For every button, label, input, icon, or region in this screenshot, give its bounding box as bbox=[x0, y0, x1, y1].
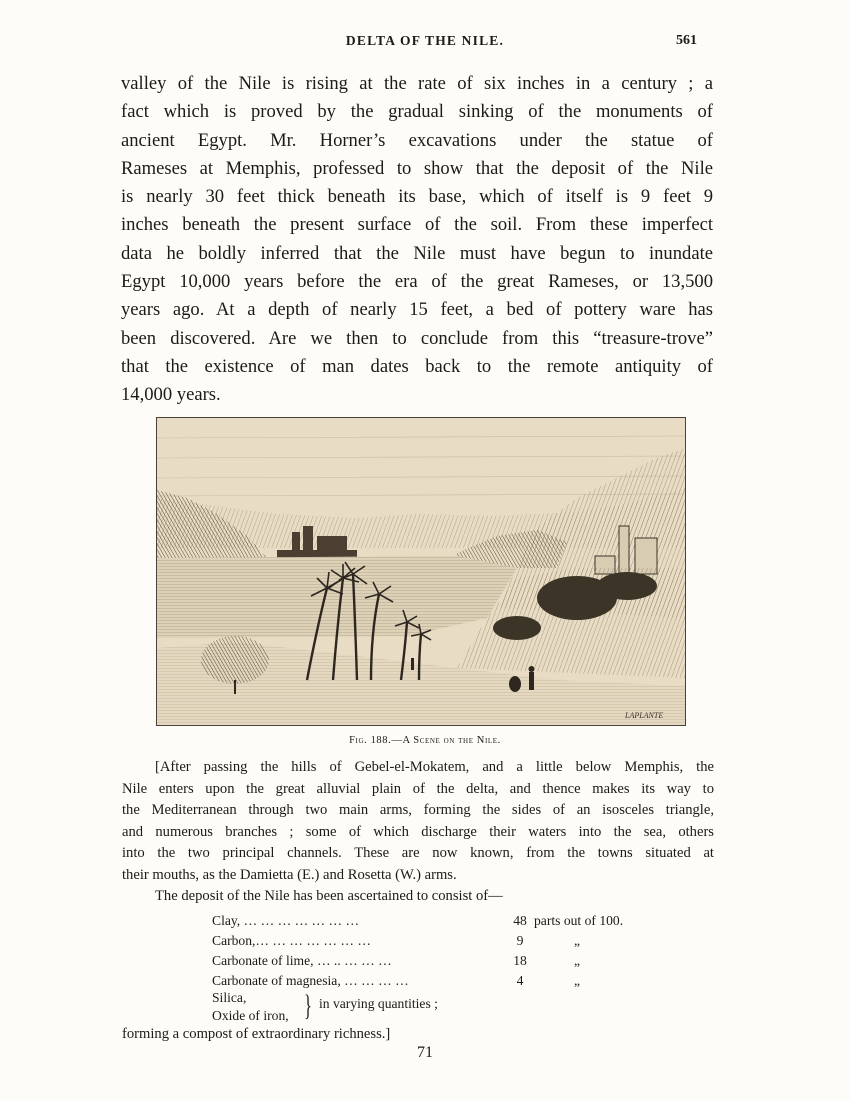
signature-folio: 71 bbox=[417, 1044, 433, 1061]
body-line: that the existence of man dates back to the remote antiquity of bbox=[121, 355, 713, 377]
note-line: their mouths, as the Damietta (E.) and Rosetta (W.) arms. bbox=[122, 866, 457, 883]
component-name: Carbonate of magnesia, … … … … bbox=[212, 973, 409, 988]
closing-line: forming a compost of extraordinary richness.] bbox=[122, 1026, 391, 1042]
note-line: Nile enters upon the great alluvial plain of the delta, and thence makes its way to bbox=[122, 780, 714, 797]
note-line: into the two principal channels. These are now known, from the towns situated at bbox=[122, 845, 714, 861]
note-line: the Mediterranean through two main arms, forming the sides of an isosceles triangle, bbox=[122, 802, 714, 818]
brace: } bbox=[304, 989, 312, 1022]
engraving-illustration bbox=[157, 418, 685, 725]
varying-quantities-text: in varying quantities ; bbox=[319, 996, 438, 1011]
body-line: years ago. At a depth of nearly 15 feet, a bed of pottery ware has bbox=[121, 299, 713, 321]
component-value: 48 bbox=[513, 913, 527, 928]
ditto-mark: „ bbox=[574, 953, 581, 968]
nile-engraving bbox=[156, 417, 686, 726]
component-silica: Silica, bbox=[212, 990, 247, 1005]
component-oxide-of-iron: Oxide of iron, bbox=[212, 1008, 289, 1023]
varying-components bbox=[212, 990, 572, 1030]
ditto-mark: „ bbox=[574, 933, 581, 948]
body-line: Rameses at Memphis, professed to show that the deposit of the Nile bbox=[121, 157, 713, 179]
body-line: valley of the Nile is rising at the rate of six inches in a century ; a bbox=[121, 73, 713, 94]
component-value: 18 bbox=[513, 953, 527, 968]
note-line: and numerous branches ; some of which discharge their waters into the sea, others bbox=[122, 823, 714, 840]
running-title: DELTA OF THE NILE. bbox=[345, 33, 505, 48]
body-line: fact which is proved by the gradual sinking of the monuments of bbox=[121, 101, 713, 123]
body-line: been discovered. Are we then to conclude from this “treasure-trove” bbox=[121, 327, 713, 349]
body-line: is nearly 30 feet thick beneath its base, which of itself is 9 feet 9 bbox=[121, 186, 713, 208]
body-line: Egypt 10,000 years before the era of the great Rameses, or 13,500 bbox=[121, 271, 713, 293]
body-line: data he boldly inferred that the Nile must have begun to inundate bbox=[121, 242, 713, 264]
editorial-note bbox=[122, 757, 714, 908]
body-line: ancient Egypt. Mr. Horner’s excavations under the statue of bbox=[121, 129, 713, 151]
component-value: 4 bbox=[516, 973, 524, 988]
deposit-intro: The deposit of the Nile has been ascertained to consist of— bbox=[155, 888, 503, 904]
component-name: Carbonate of lime, … .. … … … bbox=[212, 953, 392, 968]
note-line: [After passing the hills of Gebel-el-Mokatem, and a little below Memphis, the bbox=[155, 759, 714, 775]
page-number: 561 bbox=[676, 33, 697, 48]
component-name: Clay, … … … … … … … bbox=[212, 913, 360, 928]
figure-caption: Fig. 188.—A Scene on the Nile. bbox=[349, 735, 501, 746]
body-line: 14,000 years. bbox=[121, 384, 221, 406]
main-paragraph bbox=[121, 70, 713, 410]
body-line: inches beneath the present surface of the soil. From these imperfect bbox=[121, 214, 713, 236]
component-value: 9 bbox=[516, 933, 524, 948]
component-name: Carbon,… … … … … … … bbox=[212, 933, 371, 948]
component-unit: parts out of 100. bbox=[534, 913, 624, 928]
running-head bbox=[0, 33, 850, 55]
ditto-mark: „ bbox=[574, 973, 581, 988]
engraver-signature: LAPLANTE bbox=[625, 711, 664, 720]
